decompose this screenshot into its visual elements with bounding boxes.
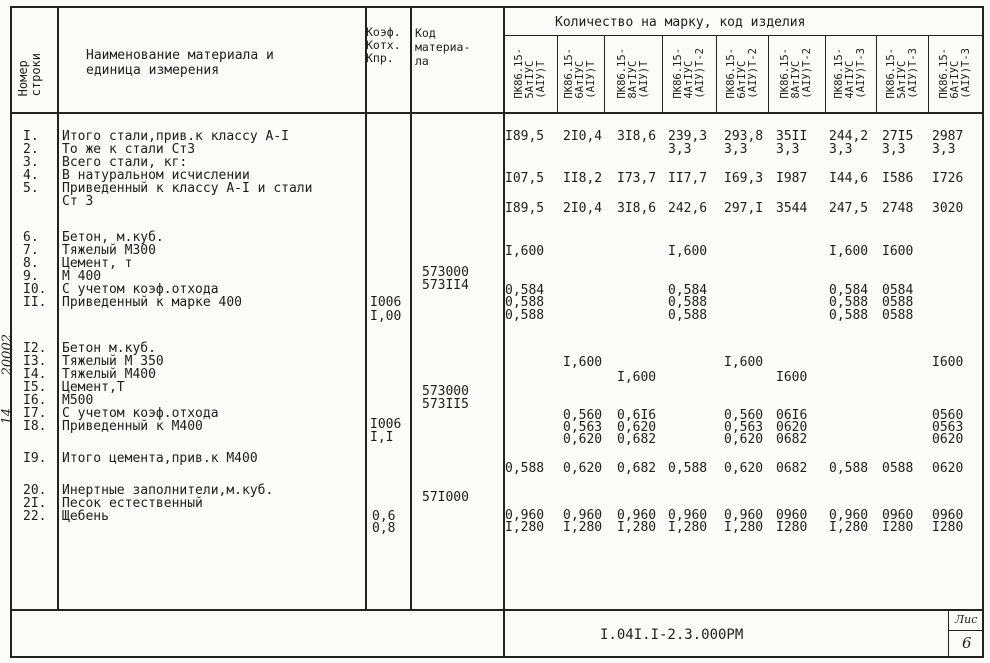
coef-header: Коэф. Котх. Кпр. <box>366 25 401 65</box>
row-number: 3. <box>23 155 39 170</box>
row-number: I9. <box>23 451 47 466</box>
value-r7-col7: I,600 <box>829 244 869 259</box>
row-number: 7. <box>23 243 39 258</box>
code-cement-2: 573000 <box>422 384 469 399</box>
value-r22-col9: I280 <box>932 520 964 535</box>
value-r10-col7: 0,588 <box>829 295 869 310</box>
value-r1-col2: 2I0,4 <box>563 129 603 144</box>
value-r22-col4: I,280 <box>668 520 708 535</box>
value-r11-col4: 0,588 <box>668 308 708 323</box>
row-material-name: Тяжелый М 350 <box>62 354 164 369</box>
stamp-sheet-line <box>948 610 949 657</box>
row-number: 2. <box>23 142 39 157</box>
value-r19-col9: 0620 <box>932 461 964 476</box>
header-divider <box>10 112 984 114</box>
value-r4-col6: I987 <box>776 171 808 186</box>
value-r1-col6: 35II <box>776 129 808 144</box>
value-r2-col8: 3,3 <box>882 142 906 157</box>
margin-note-top: 20002 <box>0 334 15 376</box>
value-r17-col5: 0,563 <box>724 420 764 435</box>
row-number: 22. <box>23 509 47 524</box>
value-r7-col1: I,600 <box>505 244 545 259</box>
value-r18-col2: 0,620 <box>563 432 603 447</box>
value-r10-col8: 0588 <box>882 295 914 310</box>
value-r13-col5: I,600 <box>724 355 764 370</box>
value-r19-col3: 0,682 <box>617 461 657 476</box>
material-header: Наименование материала и единица измерения <box>86 48 274 78</box>
coef-r17: I006 <box>370 417 402 432</box>
value-r5-col6: 3544 <box>776 201 808 216</box>
sheet-number: 6 <box>962 634 972 652</box>
value-r19-col6: 0682 <box>776 461 808 476</box>
value-r17-col2: 0,563 <box>563 420 603 435</box>
row-material-name: Приведенный к классу А-I и стали <box>62 181 313 196</box>
product-header-8 <box>876 36 928 111</box>
row-number: I8. <box>23 419 47 434</box>
row-number: 4. <box>23 168 39 183</box>
value-r22-col8: I280 <box>882 520 914 535</box>
value-r9-col8: 0584 <box>882 283 914 298</box>
document-code: I.04I.I-2.3.000РМ <box>600 627 744 643</box>
value-r5-col5: 297,I <box>724 201 764 216</box>
code-cement-1b: 573II4 <box>422 278 469 293</box>
row-number: I. <box>23 129 39 144</box>
value-r22-col3: I,280 <box>617 520 657 535</box>
product-header-6 <box>768 36 825 111</box>
col-line-material <box>365 6 367 610</box>
value-r22-col7: I,280 <box>829 520 869 535</box>
value-r7-col8: I600 <box>882 244 914 259</box>
row-number: II. <box>23 295 47 310</box>
value-r5-col9: 3020 <box>932 201 964 216</box>
value-r2-col5: 3,3 <box>724 142 748 157</box>
value-r9-col7: 0,584 <box>829 283 869 298</box>
value-r18-col5: 0,620 <box>724 432 764 447</box>
row-material-name: Щебень <box>62 509 109 524</box>
product-header-5 <box>716 36 768 111</box>
value-r11-col8: 0588 <box>882 308 914 323</box>
product-header-4 <box>662 36 716 111</box>
coef-r11: I,00 <box>370 309 402 324</box>
value-r18-col9: 0620 <box>932 432 964 447</box>
row-number: I6. <box>23 393 47 408</box>
value-r19-col8: 0588 <box>882 461 914 476</box>
row-number: 9. <box>23 269 39 284</box>
row-number-header: Номер строки <box>16 53 43 97</box>
product-header-2 <box>557 36 604 111</box>
value-r14-col6: I600 <box>776 370 808 385</box>
row-material-name: М 400 <box>62 269 102 284</box>
row-number: 6. <box>23 230 39 245</box>
frame-bottom <box>10 656 984 658</box>
row-number: 2I. <box>23 496 47 511</box>
value-r18-col6: 0682 <box>776 432 808 447</box>
value-r18-col3: 0,682 <box>617 432 657 447</box>
row-material-name: Инертные заполнители,м.куб. <box>62 483 274 498</box>
coef-r18: I,I <box>370 430 394 445</box>
value-r4-col7: I44,6 <box>829 171 869 186</box>
product-header-label: ПК86.15- 8АтIУС (АIУ)Т-2 <box>779 48 813 99</box>
row-material-name: Приведенный к марке 400 <box>62 295 243 310</box>
row-material-name: Всего стали, кг: <box>62 155 188 170</box>
value-r5-col4: 242,6 <box>668 201 708 216</box>
stamp-sheet-divider <box>948 630 984 631</box>
product-header-label: ПК86.15- 6АтIУС (АIУ)Т-3 <box>937 48 972 99</box>
value-r11-col7: 0,588 <box>829 308 869 323</box>
product-header-label: ПК86.15- 6АтIУС (АIУ)Т-2 <box>724 48 759 99</box>
product-header-label: ПК86.15- 4АтIУС (АIУ)Т-2 <box>671 48 706 99</box>
value-r4-col3: I73,7 <box>617 171 657 186</box>
value-r11-col1: 0,588 <box>505 308 545 323</box>
value-r21-col5: 0,960 <box>724 508 764 523</box>
value-r5-col3: 3I8,6 <box>617 201 657 216</box>
value-r2-col6: 3,3 <box>776 142 800 157</box>
value-r17-col9: 0563 <box>932 420 964 435</box>
value-r13-col9: I600 <box>932 355 964 370</box>
value-r2-col9: 3,3 <box>932 142 956 157</box>
row-number: 8. <box>23 256 39 271</box>
row-material-name: Тяжелый М400 <box>62 367 156 382</box>
margin-note-bottom: 14 <box>0 408 15 425</box>
sheet-label: Лис <box>955 613 978 626</box>
code-cement-2b: 573II5 <box>422 397 469 412</box>
frame-top <box>10 6 984 8</box>
value-r5-col2: 2I0,4 <box>563 201 603 216</box>
row-number: I5. <box>23 380 47 395</box>
value-r19-col7: 0,588 <box>829 461 869 476</box>
value-r14-col3: I,600 <box>617 370 657 385</box>
value-r1-col9: 2987 <box>932 129 964 144</box>
row-material-name: Итого цемента,прив.к М400 <box>62 451 258 466</box>
product-header-1 <box>503 36 557 111</box>
value-r19-col2: 0,620 <box>563 461 603 476</box>
value-r21-col2: 0,960 <box>563 508 603 523</box>
value-r1-col1: I89,5 <box>505 129 545 144</box>
value-r17-col6: 0620 <box>776 420 808 435</box>
col-line-coef <box>410 6 412 610</box>
row-number: 5. <box>23 181 39 196</box>
value-r16-col6: 06I6 <box>776 408 808 423</box>
value-r22-col2: I,280 <box>563 520 603 535</box>
value-r1-col5: 293,8 <box>724 129 764 144</box>
value-r1-col8: 27I5 <box>882 129 914 144</box>
value-r22-col5: I,280 <box>724 520 764 535</box>
value-r21-col3: 0,960 <box>617 508 657 523</box>
value-r22-col1: I,280 <box>505 520 545 535</box>
row-material-name: Бетон, м.куб. <box>62 230 164 245</box>
value-r16-col3: 0,6I6 <box>617 408 657 423</box>
value-r5-col8: 2748 <box>882 201 914 216</box>
value-r16-col5: 0,560 <box>724 408 764 423</box>
product-header-label: ПК86.15- 5АтIУС (АIУ)Т-3 <box>884 48 919 99</box>
value-r4-col1: I07,5 <box>505 171 545 186</box>
row-number: I0. <box>23 282 47 297</box>
value-r19-col1: 0,588 <box>505 461 545 476</box>
value-r16-col9: 0560 <box>932 408 964 423</box>
value-r4-col9: I726 <box>932 171 964 186</box>
value-r13-col2: I,600 <box>563 355 603 370</box>
value-r1-col3: 3I8,6 <box>617 129 657 144</box>
value-r4-col4: II7,7 <box>668 171 708 186</box>
frame-right <box>982 6 984 657</box>
value-r9-col4: 0,584 <box>668 283 708 298</box>
row-material-name: С учетом коэф.отхода <box>62 406 219 421</box>
code-header: Код материа- ла <box>415 26 471 68</box>
product-header-label: ПК86.15- 4АтIУС (АIУ)Т-3 <box>833 48 867 99</box>
row-material-name: Тяжелый М300 <box>62 243 156 258</box>
value-r21-col7: 0,960 <box>829 508 869 523</box>
product-header-3 <box>604 36 662 111</box>
value-r19-col5: 0,620 <box>724 461 764 476</box>
value-r21-col8: 0960 <box>882 508 914 523</box>
row-number: I4. <box>23 367 47 382</box>
value-r2-col7: 3,3 <box>829 142 853 157</box>
row-number: I7. <box>23 406 47 421</box>
value-r1-col7: 244,2 <box>829 129 869 144</box>
value-r4-col2: II8,2 <box>563 171 603 186</box>
code-inert: 57I000 <box>422 490 469 505</box>
product-header-label: ПК86.15- 5АтIУС (АIУ)Т <box>512 48 547 99</box>
value-r21-col4: 0,960 <box>668 508 708 523</box>
code-cement-1: 573000 <box>422 265 469 280</box>
value-r1-col4: 239,3 <box>668 129 708 144</box>
row-material-name: Цемент,Т <box>62 380 125 395</box>
value-r9-col1: 0,584 <box>505 283 545 298</box>
value-r22-col6: I280 <box>776 520 808 535</box>
value-r5-col1: I89,5 <box>505 201 545 216</box>
coef-r10: I006 <box>370 295 402 310</box>
row-material-name: Цемент, т <box>62 256 133 271</box>
coef-r21: 0,6 <box>372 509 396 524</box>
value-r2-col4: 3,3 <box>668 142 692 157</box>
product-header-7 <box>825 36 876 111</box>
value-r10-col4: 0,588 <box>668 295 708 310</box>
value-r21-col6: 0960 <box>776 508 808 523</box>
row-material-name: Итого стали,прив.к классу А-I <box>62 129 289 144</box>
row-material-name: Приведенный к М400 <box>62 419 203 434</box>
col-line-rownum <box>57 6 59 610</box>
value-r4-col8: I586 <box>882 171 914 186</box>
row-material-name: М500 <box>62 393 94 408</box>
value-r19-col4: 0,588 <box>668 461 708 476</box>
value-r4-col5: I69,3 <box>724 171 764 186</box>
value-r21-col9: 0960 <box>932 508 964 523</box>
quantity-header: Количество на марку, код изделия <box>555 15 806 30</box>
row-material-name: С учетом коэф.отхода <box>62 282 219 297</box>
product-header-9 <box>928 36 982 111</box>
coef-r22: 0,8 <box>372 521 396 536</box>
value-r5-col7: 247,5 <box>829 201 869 216</box>
row-material-name: Бетон м.куб. <box>62 341 156 356</box>
row-material-name: Ст 3 <box>62 194 94 209</box>
row-number: 20. <box>23 483 47 498</box>
row-number: I3. <box>23 354 47 369</box>
value-r16-col2: 0,560 <box>563 408 603 423</box>
product-header-label: ПК86.15- 6АтIУС (АIУ)Т <box>563 48 597 99</box>
row-material-name: Песок естественный <box>62 496 203 511</box>
value-r21-col1: 0,960 <box>505 508 545 523</box>
row-material-name: То же к стали Ст3 <box>62 142 196 157</box>
stamp-divider <box>10 609 984 611</box>
product-header-label: ПК86.15- 8АтIУС (АIУ)Т <box>615 48 650 99</box>
row-material-name: В натуральном исчислении <box>62 168 250 183</box>
row-number: I2. <box>23 341 47 356</box>
value-r7-col4: I,600 <box>668 244 708 259</box>
value-r17-col3: 0,620 <box>617 420 657 435</box>
value-r10-col1: 0,588 <box>505 295 545 310</box>
